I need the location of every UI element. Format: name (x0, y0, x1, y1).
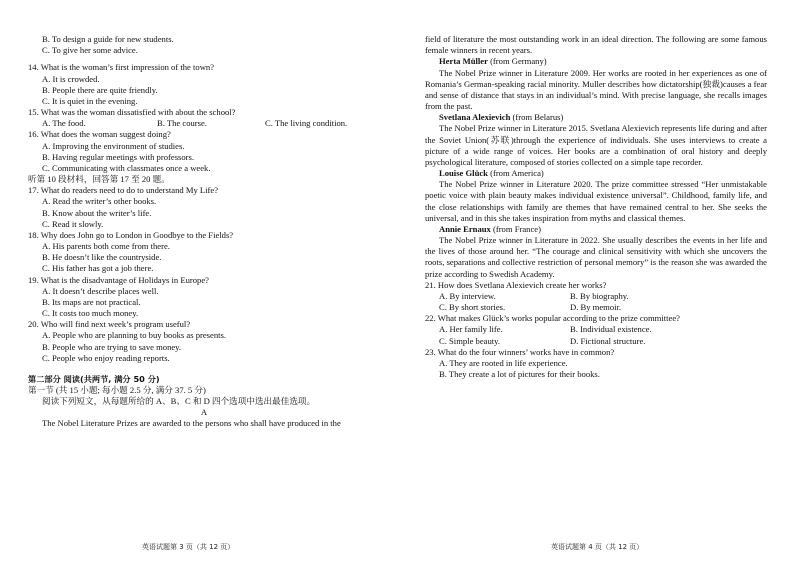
question-15: 15. What was the woman dissatisfied with about the school? (28, 107, 236, 118)
option: C. The living condition. (265, 118, 348, 129)
option-line: C. To give her some advice. (42, 45, 138, 56)
option-line: A. People who are planning to buy books as presents. (42, 330, 227, 341)
option-line: C. It is quiet in the evening. (42, 95, 138, 106)
option: D. By memoir. (570, 302, 622, 313)
winner-text: The Nobel Prize winner in Literature in 2022. She usually describes the events in her life and the lives of those around her. “The courage and clinical sensitivity with which she uncovers the roots, separations and collective restriction of personal memory” is the reason she was awarded the prize according to Swedish Academy. (425, 235, 767, 279)
right-page (425, 34, 767, 531)
winner-text: The Nobel Prize winner in Literature 2009. Her works are rooted in her experiences as one of Romania’s German-speaking racial minority. Muller describes how dictatorship(独裁)causes a fear and sense of distance that stays in an individual’s mind. With precise language, she recalls images from the past. (425, 67, 767, 112)
winner-country: (from Germany) (487, 56, 547, 67)
question-14: 14. What is the woman’s first impression of the town? (28, 62, 215, 73)
options-row (425, 302, 767, 313)
question-18: 18. Why does John go to London in Goodbye to the Fields? (28, 229, 234, 240)
option-line: A. It doesn’t describe places well. (42, 285, 159, 296)
page-footer-right: 英语试题第 4 页（共 12 页） (551, 542, 644, 551)
winner-heading (425, 224, 767, 235)
option: D. Fictional structure. (570, 335, 646, 346)
winner-name: Svetlana Alexievich (439, 112, 511, 123)
option-line: A. His parents both come from there. (42, 241, 170, 252)
options-row (425, 336, 767, 347)
option-line: A. Improving the environment of studies. (42, 140, 185, 151)
winner-country: (from Belarus) (510, 112, 564, 123)
question-17: 17. What do readers need to do to understand My Life? (28, 185, 219, 196)
page-footer-left: 英语试题第 3 页（共 12 页） (142, 542, 235, 551)
winner-name: Louise Glück (439, 168, 488, 179)
option-line: B. Its maps are not practical. (42, 296, 141, 307)
option-line: B. He doesn’t like the countryside. (42, 252, 162, 263)
winner-heading (425, 168, 767, 179)
option: A. By interview. (439, 290, 496, 301)
option: C. Simple beauty. (439, 335, 501, 346)
option-line: B. Know about the writer’s life. (42, 207, 152, 218)
option-line: B. Having regular meetings with professors. (42, 151, 195, 162)
option-line: C. It costs too much money. (42, 308, 139, 319)
winner-text: The Nobel Prize winner in Literature 2015. Svetlana Alexievich represents life during and after the Soviet Union(苏联)through the experience of individuals. She uses interviews to create a picture of a wide range of voices. Her books are a combination of oral history and deeply psychological literature, composed of stories collected on a simple tape recorder. (425, 123, 767, 167)
option-line: C. His father has got a job there. (42, 263, 154, 274)
options-row (425, 324, 767, 335)
winner-text: The Nobel Prize winner in Literature 2020. The prize committee stressed “Her unmistakable poetic voice with plain beauty makes individual existence universal”. Childhood, family life, and the close relationships with family are themes that have remained central to her. She seeks the universal, and in this she takes inspiration from myths and classical themes. (425, 179, 767, 223)
winner-heading (425, 56, 767, 67)
option: B. The course. (157, 118, 207, 129)
winner-name: Annie Ernaux (439, 223, 491, 234)
section1-instruction: 阅读下列短文，从每题所给的 A、B、C 和 D 四个选项中选出最佳选项。 (42, 395, 316, 406)
question-16: 16. What does the woman suggest doing? (28, 129, 171, 140)
option: B. Individual existence. (570, 324, 652, 335)
passage-letter: A (200, 406, 208, 417)
winner-name: Herta Müller (439, 56, 488, 67)
winner-country: (from America) (487, 168, 544, 179)
question-19: 19. What is the disadvantage of Holidays in Europe? (28, 274, 209, 285)
winner-heading (425, 112, 767, 123)
option-line: C. Read it slowly. (42, 218, 104, 229)
listening-instruction: 听第 10 段材料，回答第 17 至 20 题。 (28, 174, 170, 185)
option-line: B. People who are trying to save money. (42, 341, 182, 352)
section1-title: 第一节 (共 15 小题; 每小题 2.5 分, 满分 37. 5 分) (28, 384, 206, 395)
option-line: B. People there are quite friendly. (42, 84, 158, 95)
option: C. By short stories. (439, 302, 506, 313)
options-row (28, 118, 380, 129)
option-line: A. Read the writer’s other books. (42, 196, 157, 207)
part2-title: 第二部分 阅读(共两节, 满分 50 分) (28, 373, 160, 384)
option: A. The food. (42, 118, 86, 129)
question-22: 22. What makes Glück’s works popular according to the prize committee? (425, 313, 680, 324)
passage-intro: field of literature the most outstanding work in an ideal direction. The following are some famous female winners in recent years. (425, 34, 767, 56)
question-21: 21. How does Svetlana Alexievich create her works? (425, 279, 607, 290)
option-line: A. They are rooted in life experience. (439, 357, 568, 368)
option-line: A. It is crowded. (42, 73, 100, 84)
option: A. Her family life. (439, 324, 503, 335)
option-line: C. People who enjoy reading reports. (42, 352, 170, 363)
option-line: B. To design a guide for new students. (42, 34, 174, 44)
question-20: 20. Who will find next week’s program useful? (28, 319, 191, 330)
options-row (425, 291, 767, 302)
option: B. By biography. (570, 290, 629, 301)
left-page (28, 34, 380, 531)
passage-start: The Nobel Literature Prizes are awarded to the persons who shall have produced in the (42, 418, 341, 429)
question-23: 23. What do the four winners’ works have in common? (425, 346, 615, 357)
option-line: B. They create a lot of pictures for their books. (439, 369, 600, 380)
winner-country: (from France) (490, 223, 541, 234)
option-line: C. Communicating with classmates once a week. (42, 162, 211, 173)
